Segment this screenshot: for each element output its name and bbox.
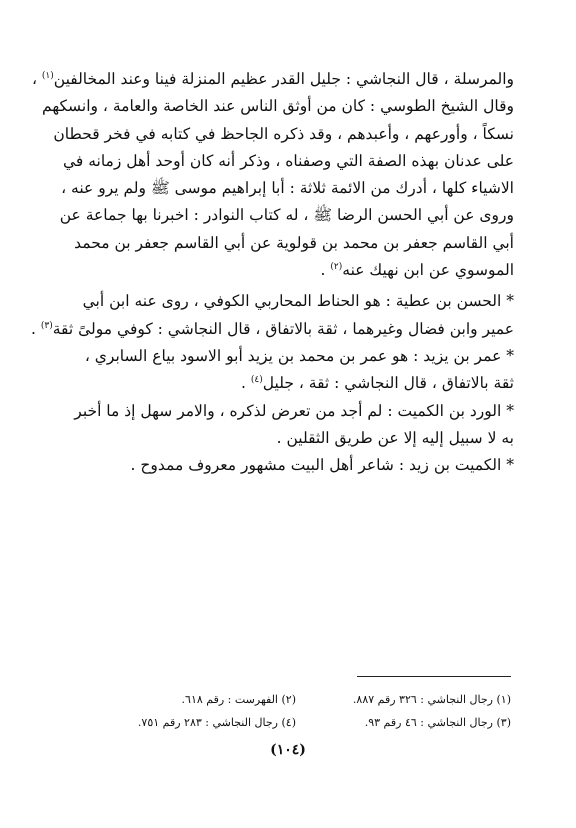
text-line	[100, 257, 514, 284]
main-text	[31, 66, 514, 479]
line-text: وروى عن أبي الحسن الرضا ﷺ ، له كتاب النوادر : اخبرنا بها جماعة عن	[59, 206, 514, 225]
line-punctuation: .	[320, 261, 331, 280]
text-line	[53, 121, 514, 148]
footnote-1: (١) رجال النجاشي : ٣٢٦ رقم ٨٨٧.	[352, 693, 511, 706]
line-text: ثقة بالاتفاق ، قال النجاشي : ثقة ، جليل	[262, 374, 514, 393]
footnote-separator	[357, 676, 511, 677]
text-line	[74, 398, 514, 425]
text-line	[31, 66, 514, 93]
footnote-marker: (٤)	[250, 375, 263, 386]
text-line	[59, 202, 514, 229]
line-punctuation: ،	[31, 70, 42, 88]
text-line	[100, 425, 514, 452]
line-punctuation: .	[241, 374, 251, 393]
line-text: عمير وابن فضال وغيرهما ، ثقة بالاتفاق ، قال النجاشي : كوفي مولىً ثقة	[52, 319, 514, 338]
line-text: به لا سبيل إليه إلا عن طريق الثقلين .	[276, 428, 514, 447]
text-line	[100, 452, 514, 479]
line-text: نسكاً ، وأورعهم ، وأعبدهم ، وقد ذكره الجاحظ في كتابه في فخر قحطان	[53, 124, 514, 143]
text-line	[84, 343, 514, 370]
line-text: وقال الشيخ الطوسي : كان من أوثق الناس عند الخاصة والعامة ، وانسكهم	[42, 97, 514, 116]
line-text: على عدنان بهذه الصفة التي وصفناه ، وذكر أنه كان أوحد أهل زمانه في	[62, 151, 514, 170]
line-text: والمرسلة ، قال النجاشي : جليل القدر عظيم المنزلة فينا وعند المخالفين	[53, 70, 514, 88]
line-text: الاشياء كلها ، أدرك من الائمة ثلاثة : أبا إبراهيم موسى ﷺ ولم يرو عنه ،	[61, 179, 514, 198]
footnote-2: (٢) الفهرست : رقم ٦١٨.	[181, 693, 296, 706]
line-text: * عمر بن يزيد : هو عمر بن محمد بن يزيد أبو الاسود بياع السابري ،	[84, 346, 514, 365]
line-text: أبي القاسم جعفر بن محمد بن قولوية عن أبي القاسم جعفر بن محمد	[74, 233, 514, 252]
text-line	[82, 288, 514, 315]
footnote-marker: (٣)	[40, 320, 53, 331]
text-line	[74, 230, 514, 257]
footnotes-right-column	[353, 688, 511, 734]
footnote-4: (٤) رجال النجاشي : ٢٨٣ رقم ٧٥١.	[137, 716, 296, 729]
page-number: (١٠٤)	[270, 742, 306, 758]
footnote-marker: (٢)	[330, 261, 343, 272]
footnotes-left-column	[138, 688, 296, 734]
line-text: * الحسن بن عطية : هو الحناط المحاربي الكوفي ، روى عنه ابن أبي	[82, 292, 514, 311]
text-line	[31, 316, 514, 343]
line-punctuation: .	[31, 319, 41, 338]
text-line	[61, 175, 514, 202]
line-text: * الورد بن الكميت : لم أجد من تعرض لذكره ، والامر سهل إذ ما أخبر	[74, 401, 514, 420]
text-line	[100, 370, 514, 397]
footnote-marker: (١)	[41, 70, 54, 81]
text-line	[62, 148, 514, 175]
line-text: الموسوي عن ابن نهيك عنه	[342, 261, 514, 280]
line-text: * الكميت بن زيد : شاعر أهل البيت مشهور معروف ممدوح .	[130, 456, 514, 475]
footnote-3: (٣) رجال النجاشي : ٤٦ رقم ٩٣.	[364, 716, 511, 729]
text-line	[42, 93, 514, 120]
